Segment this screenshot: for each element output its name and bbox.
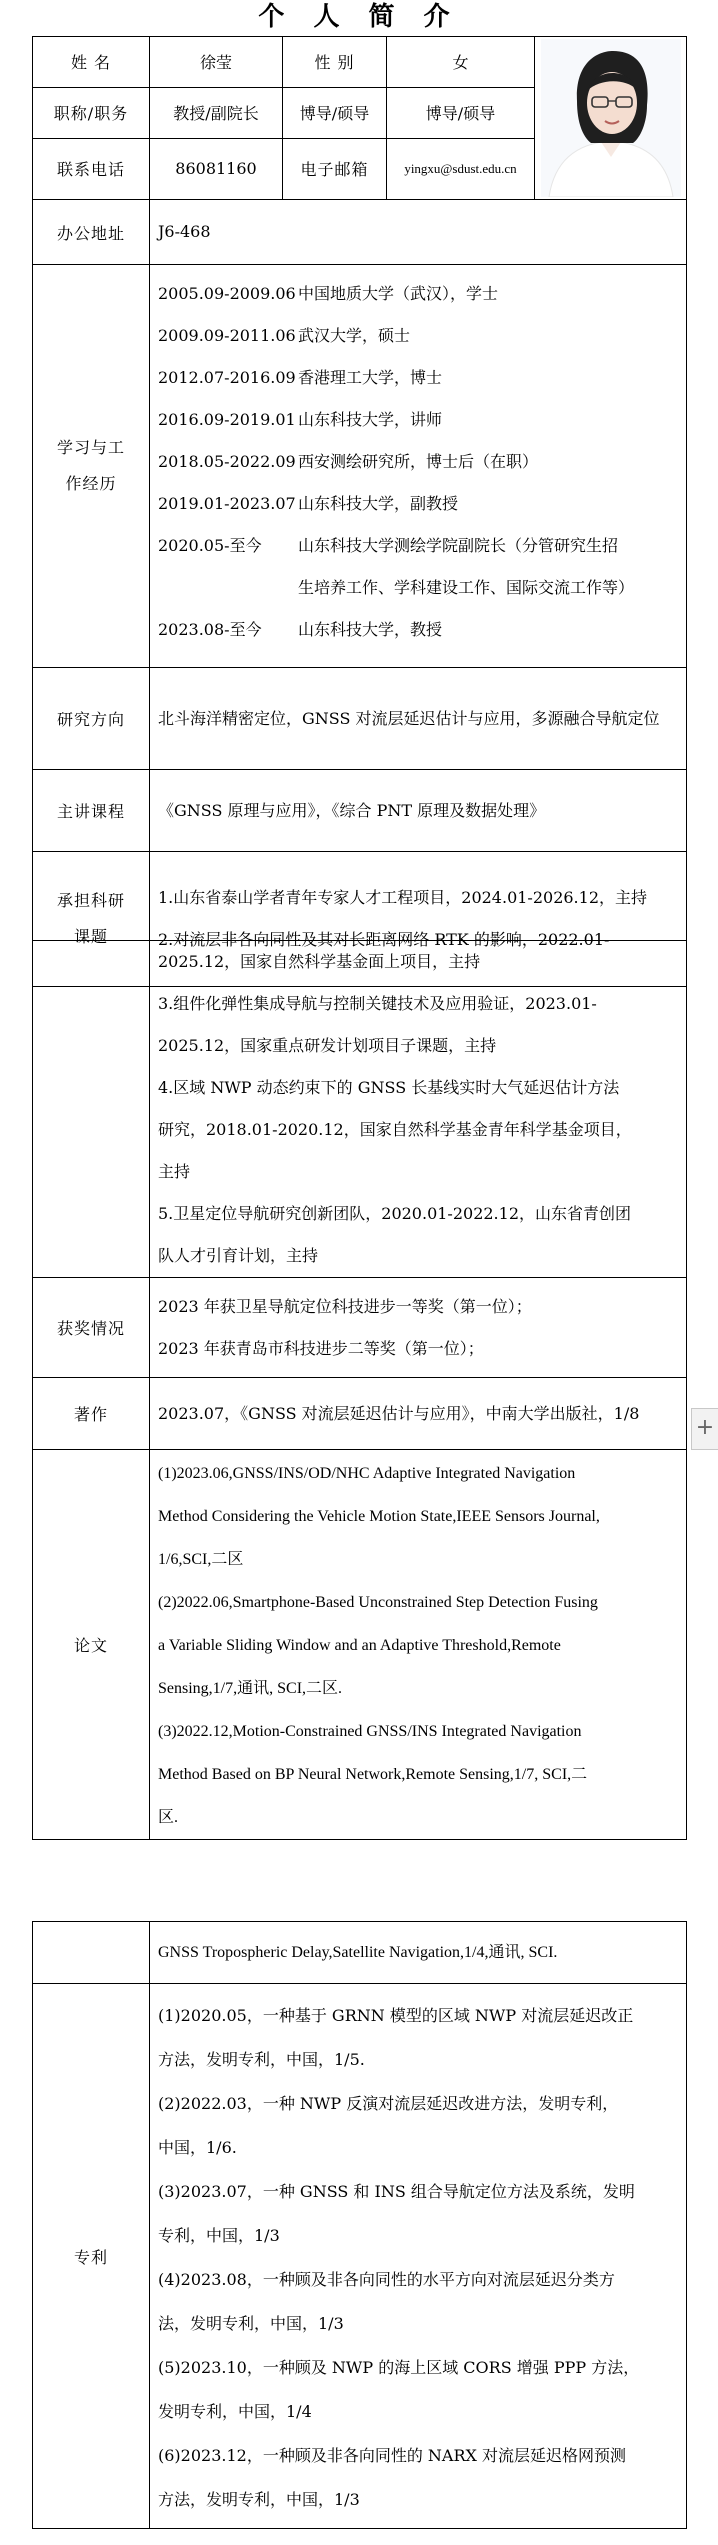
gender-value: 女: [387, 37, 535, 88]
profile-photo: [541, 39, 681, 197]
education-item: 2019.01-2023.07 山东科技大学，副教授: [158, 494, 459, 513]
papers-label: 论文: [33, 1450, 150, 1840]
education-item: 生培养工作、学科建设工作、国际交流工作等）: [298, 578, 635, 597]
project-line: 队人才引育计划，主持: [158, 1246, 319, 1265]
page-title: 个 人 简 介: [258, 2, 460, 32]
patent-line: (3)2023.07，一种 GNSS 和 INS 组合导航定位方法及系统，发明: [158, 2182, 635, 2201]
award-line: 2023 年获卫星导航定位科技进步一等奖（第一位）；: [158, 1296, 532, 1316]
education-item: 2020.05-至今 山东科技大学测绘学院副院长（分管研究生招: [158, 536, 619, 555]
works-label: 著作: [33, 1378, 150, 1450]
works-value: 2023.07，《GNSS 对流层延迟估计与应用》，中南大学出版社，1/8: [150, 1378, 687, 1450]
phone-value: 86081160: [150, 138, 283, 199]
education-item: 2012.07-2016.09 香港理工大学，博士: [158, 368, 443, 387]
research-label: 研究方向: [33, 668, 150, 770]
profile-table-part2: [32, 940, 687, 1840]
name-value: 徐莹: [150, 37, 283, 88]
education-label: [33, 265, 150, 668]
education-item: 2018.05-2022.09 西安测绘研究所，博士后（在职）: [158, 452, 539, 471]
project-line: 主持: [158, 1162, 191, 1181]
education-label-text: 学习与工作经历: [56, 438, 125, 493]
profile-table-part3: [32, 1921, 687, 2529]
patent-line: (4)2023.08，一种顾及非各向同性的水平方向对流层延迟分类方: [158, 2270, 615, 2289]
email-label: 电子邮箱: [283, 138, 387, 199]
paper-line: (1)2023.06,GNSS/INS/OD/NHC Adaptive Integrated Navigation: [158, 1465, 576, 1482]
project-line: 2025.12，国家自然科学基金面上项目，主持: [158, 952, 481, 971]
patents-label: 专利: [33, 1984, 150, 2529]
expand-button[interactable]: +: [691, 1408, 718, 1450]
paper-line: (3)2022.12,Motion-Constrained GNSS/INS Integrated Navigation: [158, 1723, 582, 1740]
awards-label: 获奖情况: [33, 1278, 150, 1378]
paper-line: 1/6,SCI,二区: [158, 1551, 244, 1568]
patent-line: (1)2020.05，一种基于 GRNN 模型的区域 NWP 对流层延迟改正: [158, 2006, 634, 2025]
projects-label-continued: [33, 941, 150, 1278]
education-list: [150, 265, 687, 668]
project-line: 研究，2018.01-2020.12，国家自然科学基金青年科学基金项目，: [158, 1120, 632, 1139]
profile-table-part1: [32, 36, 687, 987]
patent-line: (2)2022.03，一种 NWP 反演对流层延迟改进方法，发明专利，: [158, 2094, 619, 2113]
awards-list: [150, 1278, 687, 1378]
paper-line: Sensing,1/7,通讯, SCI,二区.: [158, 1680, 343, 1697]
paper-line: Method Considering the Vehicle Motion State,IEEE Sensors Journal,: [158, 1508, 600, 1525]
name-label: 姓 名: [33, 37, 150, 88]
project-line: 4.区域 NWP 动态约束下的 GNSS 长基线实时大气延迟估计方法: [158, 1078, 620, 1097]
patent-line: 专利，中国，1/3: [158, 2226, 280, 2245]
photo-cell: [535, 37, 687, 200]
project-line: 5.卫星定位导航研究创新团队，2020.01-2022.12，山东省青创团: [158, 1204, 632, 1223]
education-item: 2005.09-2009.06 中国地质大学（武汉），学士: [158, 284, 499, 303]
papers-list: [150, 1450, 687, 1840]
title-label: 职称/职务: [33, 87, 150, 138]
project-line: 2025.12，国家重点研发计划项目子课题，主持: [158, 1036, 497, 1055]
award-line: 2023 年获青岛市科技进步二等奖（第一位）；: [158, 1338, 484, 1358]
paper-line: GNSS Tropospheric Delay,Satellite Navigation,1/4,通讯, SCI.: [150, 1922, 687, 1984]
project-line: 1.山东省泰山学者青年专家人才工程项目，2024.01-2026.12，主持: [158, 888, 648, 907]
courses-value: 《GNSS 原理与应用》，《综合 PNT 原理及数据处理》: [150, 770, 687, 852]
office-value: J6-468: [150, 200, 687, 265]
education-item: 2023.08-至今 山东科技大学，教授: [158, 620, 443, 639]
phone-label: 联系电话: [33, 138, 150, 199]
patent-line: (5)2023.10，一种顾及 NWP 的海上区域 CORS 增强 PPP 方法，: [158, 2358, 640, 2377]
project-line: 2.对流层非各向同性及其对长距离网络 RTK 的影响，2022.01-: [158, 930, 610, 949]
patents-list: [150, 1984, 687, 2529]
title-value: 教授/副院长: [150, 87, 283, 138]
supervisor-label: 博导/硕导: [283, 87, 387, 138]
patent-line: 方法，发明专利，中国，1/3: [158, 2490, 360, 2509]
gender-label: 性 别: [283, 37, 387, 88]
office-label: 办公地址: [33, 200, 150, 265]
paper-line: 区.: [158, 1809, 179, 1826]
paper-line: (2)2022.06,Smartphone-Based Unconstrained Step Detection Fusing: [158, 1594, 598, 1611]
patent-line: 法，发明专利，中国，1/3: [158, 2314, 344, 2333]
patent-line: 发明专利，中国，1/4: [158, 2402, 312, 2421]
research-value: 北斗海洋精密定位，GNSS 对流层延迟估计与应用，多源融合导航定位: [150, 668, 687, 770]
patent-line: 中国，1/6.: [158, 2138, 237, 2157]
projects-label-text: 承担科研课题: [56, 891, 125, 946]
projects-list-continued: [150, 941, 687, 1278]
supervisor-value: 博导/硕导: [387, 87, 535, 138]
education-item: 2009.09-2011.06 武汉大学，硕士: [158, 326, 411, 345]
papers-label-continued: [33, 1922, 150, 1984]
paper-line: a Variable Sliding Window and an Adaptive Threshold,Remote: [158, 1637, 561, 1654]
paper-line: Method Based on BP Neural Network,Remote Sensing,1/7, SCI,二: [158, 1766, 588, 1783]
courses-label: 主讲课程: [33, 770, 150, 852]
email-value[interactable]: yingxu@sdust.edu.cn: [387, 138, 535, 199]
patent-line: 方法，发明专利，中国，1/5.: [158, 2050, 365, 2069]
project-line: 3.组件化弹性集成导航与控制关键技术及应用验证，2023.01-: [158, 994, 597, 1013]
patent-line: (6)2023.12，一种顾及非各向同性的 NARX 对流层延迟格网预测: [158, 2446, 626, 2465]
education-item: 2016.09-2019.01 山东科技大学，讲师: [158, 410, 443, 429]
